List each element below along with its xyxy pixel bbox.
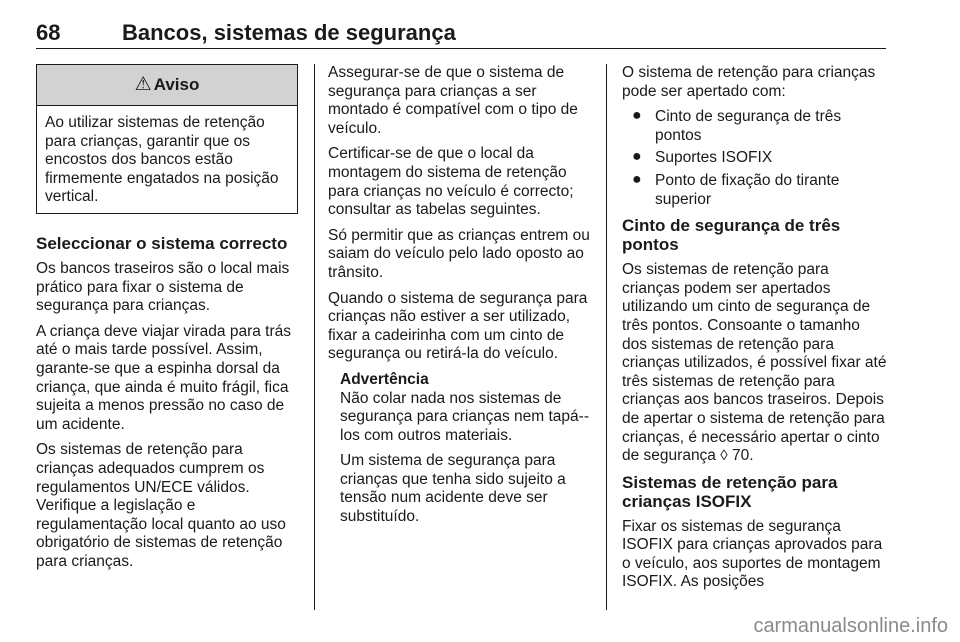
column-divider-1 <box>314 64 315 610</box>
column-3 <box>622 64 888 599</box>
bullet-icon: ● <box>632 107 642 125</box>
page-reference-link[interactable]: 70. <box>731 447 754 465</box>
paragraph: Certificar-se de que o local da montagem do sistema de retenção para crianças no veículo é correcto; consultar as tabelas seguintes. <box>328 145 574 219</box>
watermark: carmanualsonline.info <box>753 615 948 637</box>
page-title: Bancos, sistemas de segurança <box>122 20 456 45</box>
warning-triangle-icon: ⚠ <box>134 74 152 95</box>
paragraph: Os bancos traseiros são o local mais prático para fixar o sistema de segurança para crianças. <box>36 259 290 315</box>
paragraph: Fixar os sistemas de segurança ISOFIX para crianças aprovados para o veículo, aos suportes de montagem ISOFIX. As posições <box>622 517 883 591</box>
warning-box <box>36 64 298 214</box>
notice-block <box>328 371 592 527</box>
paragraph: Quando o sistema de segurança para crianças não estiver a ser utilizado, fixar a cadeirinha com um cinto de segurança ou retirá-la do veículo. <box>328 289 588 363</box>
warning-header <box>37 65 297 106</box>
column-divider-2 <box>606 64 607 610</box>
section-heading-three-point-belt: Cinto de segurança de três pontos <box>622 216 841 255</box>
paragraph: Os sistemas de retenção para crianças adequados cumprem os regulamentos UN/ECE válidos. Verifique a legislação e regulamentação local quanto ao uso obrigatório de sistemas de retenção para crianças. <box>36 441 286 570</box>
bullet-icon: ● <box>632 148 642 166</box>
column-1 <box>36 64 298 578</box>
warning-title: Aviso <box>153 75 200 94</box>
paragraph: Só permitir que as crianças entrem ou saiam do veículo pelo lado oposto ao trânsito. <box>328 226 590 281</box>
page-reference-arrow-icon: ◊ <box>720 447 728 465</box>
notice-paragraph: Um sistema de segurança para crianças que tenha sido sujeito a tensão num acidente deve ser substituído. <box>340 452 566 526</box>
page-header <box>36 14 886 49</box>
column-2 <box>328 64 592 534</box>
intro-paragraph: O sistema de retenção para crianças pode ser apertado com: <box>622 64 876 100</box>
paragraph: Os sistemas de retenção para crianças podem ser apertados utilizando um cinto de segurança de três pontos. Consoante o tamanho dos sistemas de retenção para crianças utilizados, é possível fixar até três sistemas de retenção para crianças aos bancos traseiros. Depois de apertar o sistema de retenção para crianças, é necessário apertar o cinto de segurança ◊ 70. <box>622 261 887 465</box>
paragraph: A criança deve viajar virada para trás até o mais tarde possível. Assim, garante-se que a espinha dorsal da criança, que ainda é muito frágil, fica sujeita a menos pressão no caso de um acidente. <box>36 322 292 433</box>
notice-paragraph: Não colar nada nos sistemas de segurança para crianças nem tapá--los com outros materiais. <box>340 389 589 444</box>
section-heading-select-system: Seleccionar o sistema correcto <box>36 233 288 253</box>
bullet-icon: ● <box>632 170 642 188</box>
paragraph: Assegurar-se de que o sistema de segurança para crianças a ser montado é compatível com o tipo de veículo. <box>328 64 578 137</box>
list-item: ● Ponto de fixação do tirante superior <box>632 170 840 208</box>
list-item: ● Suportes ISOFIX <box>632 148 773 167</box>
fixing-methods-list <box>622 108 888 209</box>
section-heading-isofix: Sistemas de retenção para crianças ISOFIX <box>622 472 838 511</box>
page-number: 68 <box>36 20 61 45</box>
notice-label: Advertência <box>340 370 429 388</box>
warning-text: Ao utilizar sistemas de retenção para crianças, garantir que os encostos dos bancos estão firmemente engatados na posição vertical. <box>45 114 279 206</box>
list-item: ● Cinto de segurança de três pontos <box>632 107 842 144</box>
